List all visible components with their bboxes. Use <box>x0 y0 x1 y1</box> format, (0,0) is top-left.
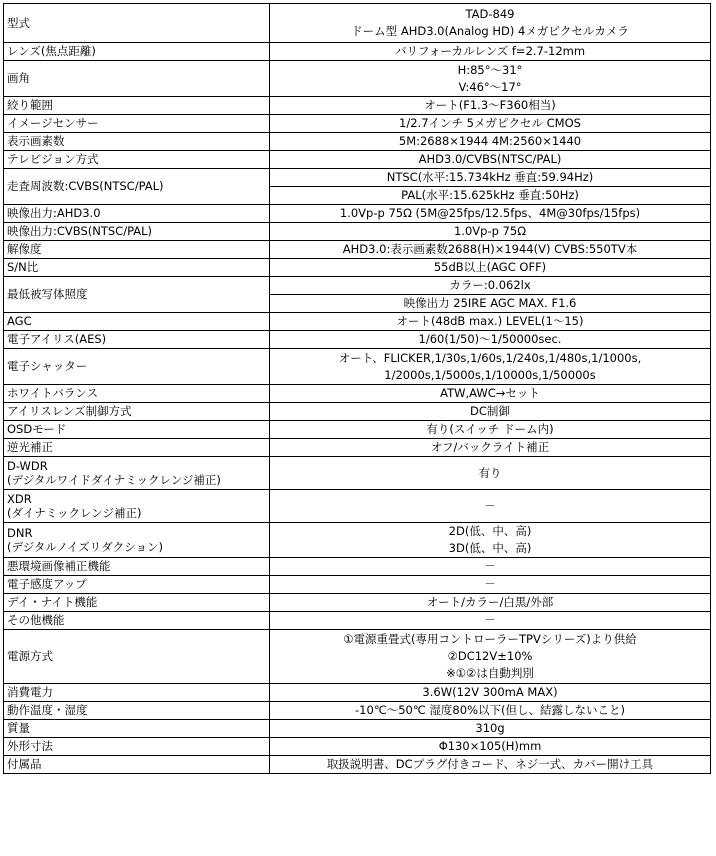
table-row <box>4 97 711 115</box>
spec-label: 解像度 <box>4 241 270 259</box>
spec-value-line: 3D(低、中、高) <box>448 541 532 555</box>
table-row <box>4 241 711 259</box>
table-row <box>4 439 711 457</box>
spec-label: 型式 <box>4 4 270 43</box>
table-row <box>4 4 711 43</box>
spec-value-line: 3.6W(12V 300mA MAX) <box>422 685 558 699</box>
table-row <box>4 403 711 421</box>
spec-value-line: DC制御 <box>470 404 510 418</box>
spec-value <box>270 630 711 684</box>
table-row <box>4 490 711 523</box>
spec-value-line: 取扱説明書、DCプラグ付きコード、ネジ一式、カバー開け工具 <box>326 757 654 771</box>
spec-value <box>270 738 711 756</box>
spec-value-line: オート、FLICKER,1/30s,1/60s,1/240s,1/480s,1/1000s, <box>338 350 642 365</box>
spec-value <box>270 331 711 349</box>
table-row <box>4 205 711 223</box>
spec-label: 質量 <box>4 720 270 738</box>
spec-value-line: 5M:2688×1944 4M:2560×1440 <box>398 134 582 148</box>
spec-value-line: V:46°～17° <box>458 79 522 94</box>
spec-value <box>270 295 711 313</box>
table-row <box>4 43 711 61</box>
table-row <box>4 558 711 576</box>
spec-value <box>270 349 711 385</box>
table-row <box>4 720 711 738</box>
spec-value <box>270 205 711 223</box>
spec-value-line: -10℃～50℃ 湿度80%以下(但し、結露しないこと) <box>355 703 625 717</box>
spec-value-line: － <box>484 498 496 513</box>
table-row <box>4 756 711 774</box>
table-row <box>4 115 711 133</box>
spec-value-line: 1.0Vp-p 75Ω (5M@25fps/12.5fps、4M@30fps/15fps) <box>339 206 641 220</box>
spec-value-line: カラー:0.062lx <box>449 278 531 292</box>
spec-value-line: 有り <box>478 465 502 480</box>
spec-value <box>270 115 711 133</box>
spec-value-line: ②DC12V±10% <box>447 649 533 663</box>
spec-value-line: AHD3.0:表示画素数2688(H)×1944(V) CVBS:550TV本 <box>342 242 638 256</box>
spec-label: 最低被写体照度 <box>4 277 270 313</box>
spec-value <box>270 223 711 241</box>
spec-label: 外形寸法 <box>4 738 270 756</box>
spec-label: 悪環境画像補正機能 <box>4 558 270 576</box>
spec-value-line: 有り(スイッチ ドーム内) <box>426 422 554 436</box>
spec-value <box>270 594 711 612</box>
table-row <box>4 259 711 277</box>
spec-value-line: Φ130×105(H)mm <box>438 739 542 753</box>
spec-label: デイ・ナイト機能 <box>4 594 270 612</box>
spec-value <box>270 61 711 97</box>
spec-label: OSDモード <box>4 421 270 439</box>
spec-label: D-WDR (デジタルワイドダイナミックレンジ補正) <box>4 457 270 490</box>
spec-label: テレビジョン方式 <box>4 151 270 169</box>
spec-table <box>3 3 711 774</box>
spec-label: 逆光補正 <box>4 439 270 457</box>
spec-value-line: オート(48dB max.) LEVEL(1～15) <box>396 314 584 328</box>
spec-label: 映像出力:CVBS(NTSC/PAL) <box>4 223 270 241</box>
spec-value-line: TAD-849 <box>465 7 515 21</box>
spec-value <box>270 457 711 490</box>
spec-table-body <box>4 4 711 774</box>
spec-label: 消費電力 <box>4 684 270 702</box>
spec-value <box>270 241 711 259</box>
spec-label: 画角 <box>4 61 270 97</box>
table-row <box>4 331 711 349</box>
spec-value <box>270 97 711 115</box>
table-row <box>4 385 711 403</box>
spec-value-line: 1/60(1/50)～1/50000sec. <box>418 332 562 346</box>
spec-value-line: AHD3.0/CVBS(NTSC/PAL) <box>418 152 562 166</box>
table-row <box>4 421 711 439</box>
spec-value <box>270 259 711 277</box>
table-row <box>4 133 711 151</box>
spec-value-line: 55dB以上(AGC OFF) <box>433 260 547 274</box>
table-row <box>4 612 711 630</box>
table-row <box>4 630 711 684</box>
spec-value-line: オフ/バックライト補正 <box>430 440 550 454</box>
table-row <box>4 576 711 594</box>
spec-value-line: バリフォーカルレンズ f=2.7-12mm <box>394 44 586 58</box>
spec-label: 電子感度アップ <box>4 576 270 594</box>
spec-value <box>270 421 711 439</box>
spec-value-line: ドーム型 AHD3.0(Analog HD) 4メガピクセルカメラ <box>351 24 629 38</box>
spec-value-line: － <box>484 559 496 573</box>
spec-label: 動作温度・湿度 <box>4 702 270 720</box>
table-row <box>4 277 711 295</box>
spec-label: XDR (ダイナミックレンジ補正) <box>4 490 270 523</box>
spec-value-line: － <box>484 577 496 591</box>
spec-value-line: NTSC(水平:15.734kHz 垂直:59.94Hz) <box>386 170 594 184</box>
spec-value <box>270 756 711 774</box>
spec-value-line: 1.0Vp-p 75Ω <box>454 224 526 238</box>
spec-value-line: ※①②は自動判別 <box>446 666 534 680</box>
spec-label: ホワイトバランス <box>4 385 270 403</box>
spec-value <box>270 151 711 169</box>
spec-value-line: 映像出力 25IRE AGC MAX. F1.6 <box>403 296 577 310</box>
spec-value-line: オート(F1.3～F360相当) <box>424 98 556 112</box>
spec-label: 映像出力:AHD3.0 <box>4 205 270 223</box>
spec-value <box>270 720 711 738</box>
spec-label: 電子アイリス(AES) <box>4 331 270 349</box>
spec-label: 走査周波数:CVBS(NTSC/PAL) <box>4 169 270 205</box>
table-row <box>4 349 711 385</box>
spec-label: 電源方式 <box>4 630 270 684</box>
spec-value-line: PAL(水平:15.625kHz 垂直:50Hz) <box>401 188 579 202</box>
spec-value <box>270 523 711 558</box>
spec-value <box>270 490 711 523</box>
spec-value <box>270 43 711 61</box>
table-row <box>4 151 711 169</box>
table-row <box>4 684 711 702</box>
spec-label: 表示画素数 <box>4 133 270 151</box>
spec-value <box>270 133 711 151</box>
spec-value-line: オート/カラー/白黒/外部 <box>426 595 554 609</box>
spec-value-line: 1/2000s,1/5000s,1/10000s,1/50000s <box>384 367 596 382</box>
table-row <box>4 313 711 331</box>
spec-value <box>270 576 711 594</box>
spec-value <box>270 403 711 421</box>
spec-value <box>270 702 711 720</box>
spec-label: 付属品 <box>4 756 270 774</box>
table-row <box>4 61 711 97</box>
spec-label: レンズ(焦点距離) <box>4 43 270 61</box>
spec-value <box>270 385 711 403</box>
spec-label: その他機能 <box>4 612 270 630</box>
table-row <box>4 594 711 612</box>
spec-value <box>270 439 711 457</box>
spec-value-line: H:85°～31° <box>457 62 523 77</box>
spec-value-line: － <box>484 613 496 627</box>
spec-label: 絞り範囲 <box>4 97 270 115</box>
spec-value-line: 310g <box>475 721 505 735</box>
table-row <box>4 169 711 187</box>
spec-label: 電子シャッター <box>4 349 270 385</box>
table-row <box>4 738 711 756</box>
spec-label: S/N比 <box>4 259 270 277</box>
spec-value <box>270 277 711 295</box>
table-row <box>4 523 711 558</box>
spec-label: DNR (デジタルノイズリダクション) <box>4 523 270 558</box>
spec-value-line: ATW,AWC→セット <box>440 386 540 400</box>
spec-value <box>270 4 711 43</box>
spec-label: アイリスレンズ制御方式 <box>4 403 270 421</box>
table-row <box>4 702 711 720</box>
table-row <box>4 457 711 490</box>
spec-value <box>270 612 711 630</box>
spec-value <box>270 313 711 331</box>
spec-label: AGC <box>4 313 270 331</box>
table-row <box>4 223 711 241</box>
spec-value <box>270 187 711 205</box>
spec-value <box>270 169 711 187</box>
spec-value-line: 2D(低、中、高) <box>448 524 532 538</box>
spec-value <box>270 558 711 576</box>
spec-value <box>270 684 711 702</box>
spec-value-line: ①電源重畳式(専用コントローラーTPVシリーズ)より供給 <box>343 632 637 646</box>
spec-value-line: 1/2.7インチ 5メガピクセル CMOS <box>399 116 581 130</box>
spec-label: イメージセンサー <box>4 115 270 133</box>
